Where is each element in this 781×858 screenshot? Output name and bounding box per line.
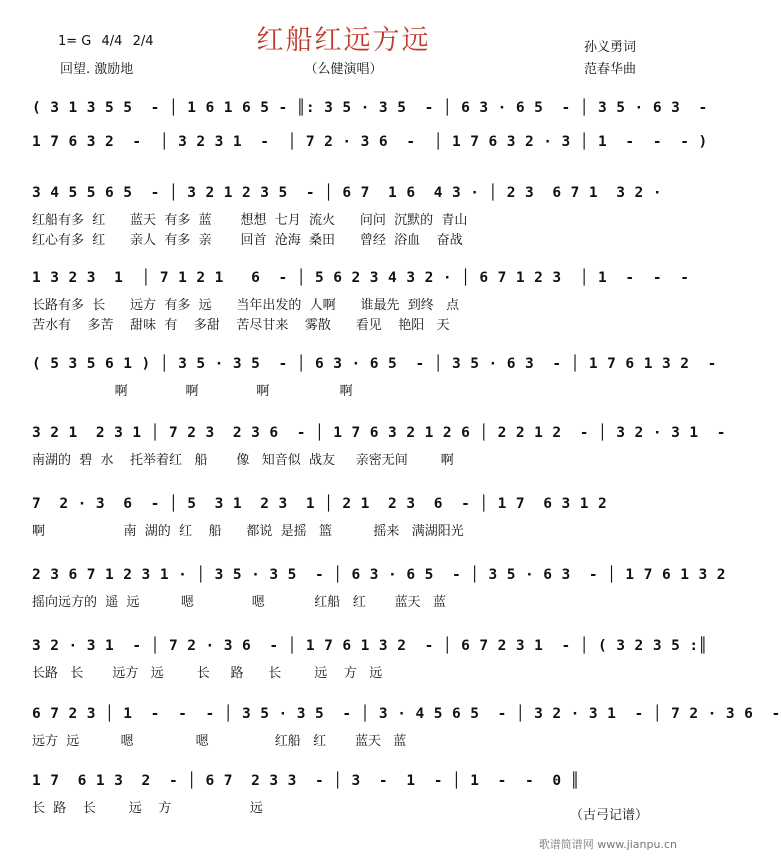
notation: ( 5 3 5 6 1 ) │ 3 5 · 3 5 - │ 6 3 · 6 5 - │ 3 5 · 6 3 - │ 1 7 6 1 3 2 - <box>32 356 717 372</box>
time-sig-2: 2/4 <box>132 34 154 49</box>
lyric-line: 红心有多 红 亲人 有多 亲 回首 沧海 桑田 曾经 浴血 奋战 <box>32 233 463 248</box>
watermark: 歌谱简谱网 www.jianpu.cn <box>538 838 677 851</box>
key-text: 1= G <box>58 34 92 49</box>
notation: 7 2 · 3 6 - │ 5 3 1 2 3 1 │ 2 1 2 3 6 - │ 1 7 6 3 1 2 <box>32 496 608 512</box>
lyric-line: 远方 远 嗯 嗯 红船 红 蓝天 蓝 <box>32 734 407 749</box>
lyric-line: 南湖的 碧 水 托举着红 船 像 知音似 战友 亲密无间 啊 <box>32 453 454 468</box>
lyric-line: 长路 长 远方 远 长 路 长 远 方 远 <box>32 666 383 681</box>
song-title: 红船红远方远 <box>256 25 431 56</box>
lyric-line: 长路有多 长 远方 有多 远 当年出发的 人啊 谁最先 到终 点 <box>32 298 460 313</box>
notation: ( 3 1 3 5 5 - │ 1 6 1 6 5 - ║: 3 5 · 3 5 - │ 6 3 · 6 5 - │ 3 5 · 6 3 - <box>32 100 708 116</box>
lyric-line: 苦水有 多苦 甜味 有 多甜 苦尽甘来 雾散 看见 艳阳 天 <box>32 318 450 333</box>
notation: 1 3 2 3 1 │ 7 1 2 1 6 - │ 5 6 2 3 4 3 2 · │ 6 7 1 2 3 │ 1 - - - <box>32 270 690 286</box>
notation: 3 4 5 5 6 5 - │ 3 2 1 2 3 5 - │ 6 7 1 6 4 3 · │ 2 3 6 7 1 3 2 · <box>32 185 662 201</box>
notation: 1 7 6 3 2 - │ 3 2 3 1 - │ 7 2 · 3 6 - │ 1 7 6 3 2 · 3 │ 1 - - - ) <box>32 134 708 150</box>
time-sig-1: 4/4 <box>101 34 123 49</box>
singer: （么健演唱） <box>304 62 383 77</box>
notation: 3 2 1 2 3 1 │ 7 2 3 2 3 6 - │ 1 7 6 3 2 1 2 6 │ 2 2 1 2 - │ 3 2 · 3 1 - <box>32 425 726 441</box>
notation: 2 3 6 7 1 2 3 1 · │ 3 5 · 3 5 - │ 6 3 · 6 5 - │ 3 5 · 6 3 - │ 1 7 6 1 3 2 <box>32 567 726 583</box>
style-marking: 回望. 激励地 <box>60 62 134 77</box>
lyric-line: 啊 南 湖的 红 船 都说 是摇 篮 摇来 满湖阳光 <box>32 524 464 539</box>
lyricist: 孙义勇词 <box>584 40 637 55</box>
composer: 范春华曲 <box>584 62 637 77</box>
lyric-line: 摇向远方的 遥 远 嗯 嗯 红船 红 蓝天 蓝 <box>32 595 447 610</box>
notation: 1 7 6 1 3 2 - │ 6 7 2 3 3 - │ 3 - 1 - │ 1 - - 0 ║ <box>32 773 580 789</box>
lyric-line: 红船有多 红 蓝天 有多 蓝 想想 七月 流火 问问 沉默的 青山 <box>32 213 468 228</box>
credit: （古弓记谱） <box>570 808 649 823</box>
notation: 6 7 2 3 │ 1 - - - │ 3 5 · 3 5 - │ 3 · 4 5 6 5 - │ 3 2 · 3 1 - │ 7 2 · 3 6 - <box>32 706 781 722</box>
lyric-line: 长 路 长 远 方 远 <box>32 801 263 816</box>
lyric-line: 啊 啊 啊 啊 <box>32 384 353 399</box>
notation: 3 2 · 3 1 - │ 7 2 · 3 6 - │ 1 7 6 1 3 2 - │ 6 7 2 3 1 - │ ( 3 2 3 5 :║ <box>32 638 708 654</box>
